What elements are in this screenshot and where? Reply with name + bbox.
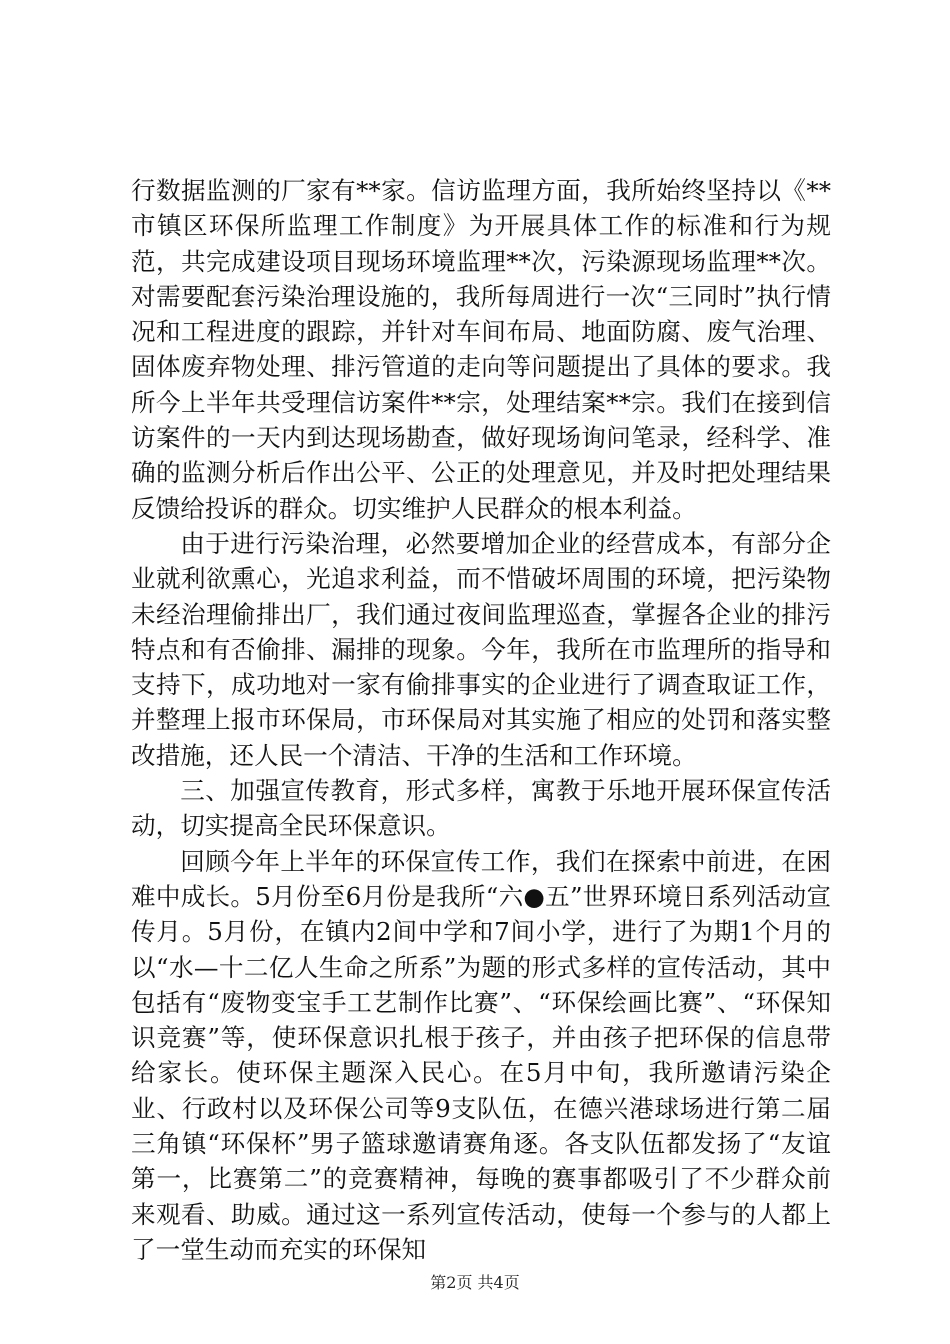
paragraph-2: 由于进行污染治理，必然要增加企业的经营成本，有部分企业就利欲熏心，光追求利益，而不惜破坏周围的环境，把污染物未经治理偷排出厂，我们通过夜间监理巡查，掌握各企业的排污特点和有否偷排、漏排的现象。今年，我所在市监理所的指导和支持下，成功地对一家有偷排事实的企业进行了调查取证工作，并整理上报市环保局，市环保局对其实施了相应的处罚和落实整改措施，还人民一个清洁、干净的生活和工作环境。	[131, 528, 831, 770]
document-body	[131, 173, 831, 1267]
paragraph-4: 回顾今年上半年的环保宣传工作，我们在探索中前进，在困难中成长。5月份至6月份是我所“六●五”世界环境日系列活动宣传月。5月份，在镇内2间中学和7间小学，进行了为期1个月的以“水—十二亿人生命之所系”为题的形式多样的宣传活动，其中包括有“废物变宝手工艺制作比赛”、“环保绘画比赛”、“环保知识竞赛”等，使环保意识扎根于孩子，并由孩子把环保的信息带给家长。使环保主题深入民心。在5月中旬，我所邀请污染企业、行政村以及环保公司等9支队伍，在德兴港球场进行第二届三角镇“环保杯”男子篮球邀请赛角逐。各支队伍都发扬了“友谊第一，比赛第二”的竞赛精神，每晚的赛事都吸引了不少群众前来观看、助威。通过这一系列宣传活动，使每一个参与的人都上了一堂生动而充实的环保知	[131, 846, 831, 1264]
section-heading-3: 三、加强宣传教育，形式多样，寓教于乐地开展环保宣传活动，切实提高全民环保意识。	[131, 776, 831, 841]
paragraph-1: 行数据监测的厂家有**家。信访监理方面，我所始终坚持以《**市镇区环保所监理工作制度》为开展具体工作的标准和行为规范，共完成建设项目现场环境监理**次，污染源现场监理**次。对需要配套污染治理设施的，我所每周进行一次“三同时”执行情况和工程进度的跟踪，并针对车间布局、地面防腐、废气治理、固体废弃物处理、排污管道的走向等问题提出了具体的要求。我所今上半年共受理信访案件**宗，处理结案**宗。我们在接到信访案件的一天内到达现场勘查，做好现场询问笔录，经科学、准确的监测分析后作出公平、公正的处理意见，并及时把处理结果反馈给投诉的群众。切实维护人民群众的根本利益。	[131, 176, 831, 523]
page-number-footer: 第2页 共4页	[430, 1273, 520, 1292]
